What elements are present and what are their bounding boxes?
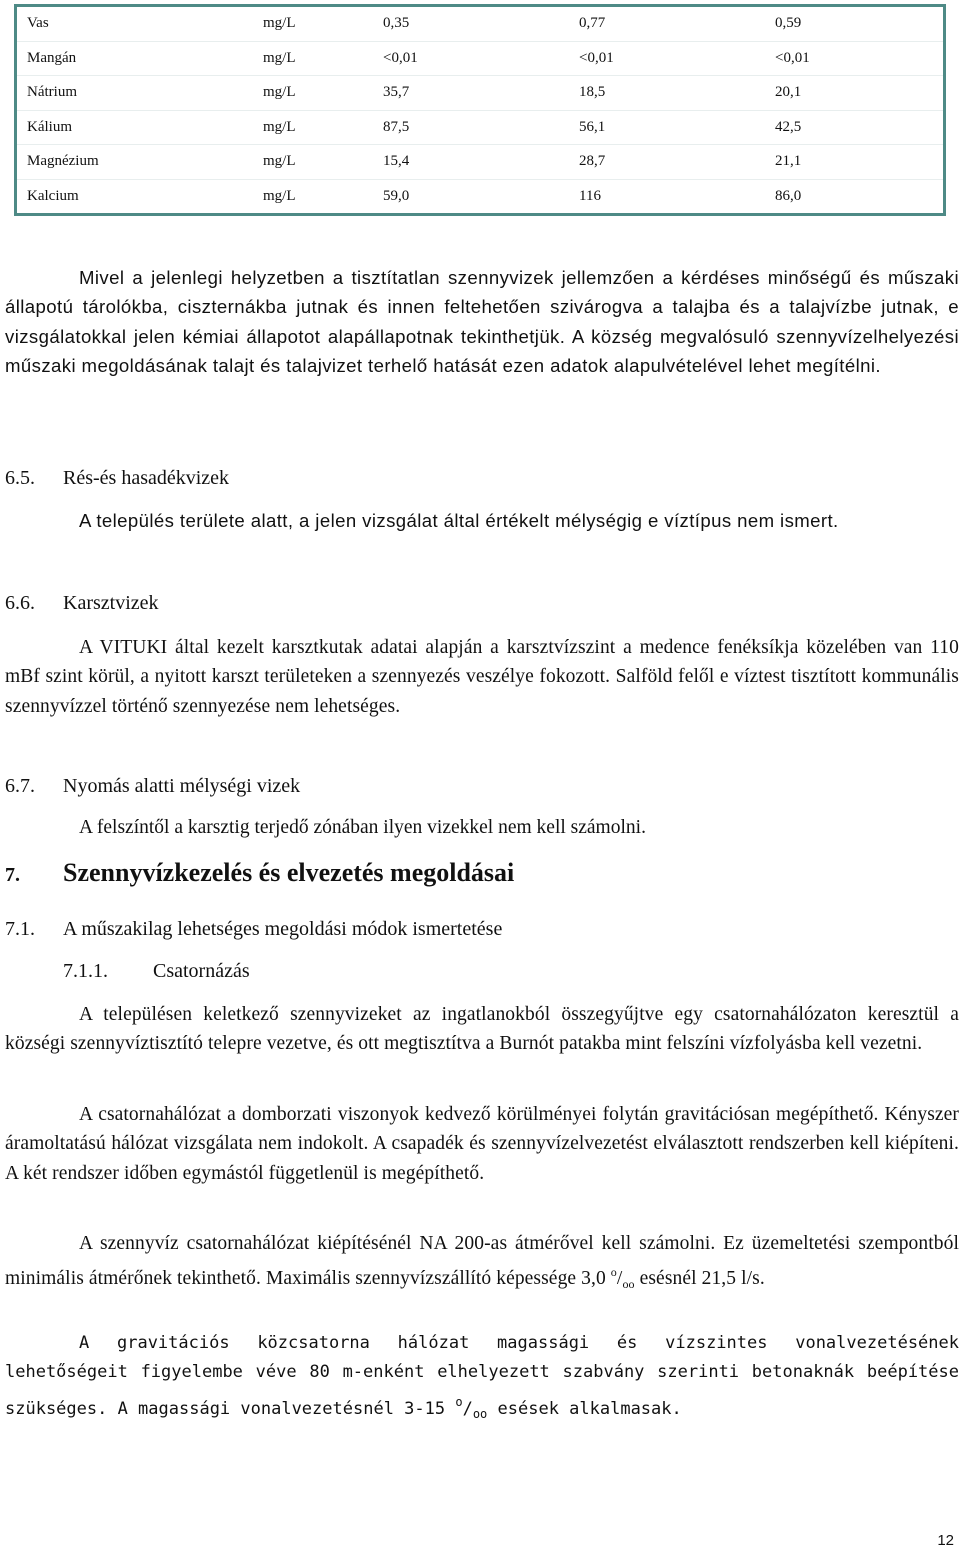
table-cell: Magnézium [17,145,263,180]
section-title: Karsztvizek [63,592,159,614]
table-row [17,76,943,111]
page-number: 12 [937,1532,954,1549]
table-cell: 21,1 [775,145,943,180]
paragraph-pipe-diameter: A szennyvíz csatornahálózat kiépítésénél NA 200-as átmérővel kell számolni. Ez üzemeltetési szempontból minimális átmérőnek tekinthető. Maximális szennyvízszállító képessége 3,0 $^o/_{oo}$ esésnél 21,5 l/s. [5,1233,959,1292]
table-row [17,7,943,41]
table-cell: mg/L [263,76,383,111]
table-body [17,7,943,213]
table-cell: 18,5 [579,76,775,111]
table-cell: 15,4 [383,145,579,180]
table-cell: Mangán [17,41,263,76]
section-number: 6.5. [5,467,35,489]
section-number: 7.1. [5,918,35,940]
table-cell: <0,01 [383,41,579,76]
paragraph-baseline-state: Mivel a jelenlegi helyzetben a tisztítatlan szennyvizek jellemzően a kérdéses minőségű és műszaki állapotú tárolókba, ciszternákba jutnak és innen feltehetően szivárogva a talajba és a talajvízbe jutnak, e vizsgálatokkal jelen kémiai állapotot alapállapotnak tekinthetjük. A község megvalósuló szennyvízelhelyezési műszaki megoldásának talajt és talajvizet terhelő hatását ezen adatok alapulvételével lehet megítélni. [5,267,959,377]
paragraph-manholes: A gravitációs közcsatorna hálózat magassági és vízszintes vonalvezetésének lehetőségeit figyelembe véve 80 m-enként elhelyezett szabvány szerinti betonaknák beépítése szükséges. A magassági vonalvezetésnél 3-15 $^o/_{oo}$ esések alkalmasak. [5,1333,959,1421]
section-heading-6-5 [5,467,229,490]
section-number: 6.7. [5,775,35,797]
table-cell: 0,59 [775,7,943,41]
table-cell: 86,0 [775,187,802,204]
section-title: A műszakilag lehetséges megoldási módok ismertetése [63,918,503,940]
table-cell: 42,5 [775,110,943,145]
table-cell: 116 [579,187,601,204]
paragraph-gravity-network: A csatornahálózat a domborzati viszonyok kedvező körülményei folytán gravitációsan megépíthető. Kényszer áramoltatású hálózat vizsgálata nem indokolt. A csapadék és szennyvízelvezetést elválasztott rendszerben kell kiépíteni. A két rendszer időben egymástól függetlenül is megépíthető. [5,1104,959,1184]
water-quality-table [14,4,946,216]
section-title: Rés-és hasadékvizek [63,467,230,489]
table-cell: mg/L [263,41,383,76]
table-cell: 20,1 [775,76,943,111]
section-heading-6-7 [5,775,300,798]
chapter-number: 7. [5,864,20,886]
table-row [17,110,943,145]
paragraph-sewer-network: A településen keletkező szennyvizeket az ingatlanokból összegyűjtve egy csatornahálózaton keresztül a községi szennyvíztisztító telepre vezetve, és ott megtisztítva a Burnót patakba mint felszíni vízfolyásba kell vezetni. [5,1004,959,1055]
section-number: 6.6. [5,592,35,614]
table-cell: <0,01 [579,41,775,76]
section-title: Nyomás alatti mélységi vizek [63,775,301,797]
table-cell: 59,0 [383,187,410,204]
table-cell: mg/L [263,187,296,204]
table-row [17,145,943,180]
chapter-title: Szennyvízkezelés és elvezetés megoldásai [63,858,515,887]
section-heading-7-1 [5,918,502,941]
table-cell: Nátrium [17,76,263,111]
table-cell: 0,35 [383,7,579,41]
table-cell: 87,5 [383,110,579,145]
table-cell: 28,7 [579,145,775,180]
table-row [17,41,943,76]
table-cell: Kálium [17,110,263,145]
paragraph-deep-water: A felszíntől a karsztig terjedő zónában ilyen vizekkel nem kell számolni. [79,817,646,838]
table-cell: Vas [17,7,263,41]
table-cell: mg/L [263,145,383,180]
section-heading-6-6 [5,592,159,615]
table-row [17,179,943,213]
paragraph-fracture-water: A település területe alatt, a jelen vizsgálat által értékelt mélységig e víztípus nem ismert. [79,510,839,531]
table-cell: mg/L [263,110,383,145]
table-cell: 0,77 [579,7,775,41]
water-quality-grid [17,7,943,213]
subsection-number: 7.1.1. [63,960,108,982]
table-cell: mg/L [263,7,383,41]
paragraph-karst-water: A VITUKI által kezelt karsztkutak adatai alapján a karsztvízszint a medence fenéksíkja közelében van 110 mBf szint körül, a nyitott karszt területeken a szennyezés veszélye fokozott. Salföld felől e víztest tisztított kommunális szennyvízzel történő szennyezése nem lehetséges. [5,637,959,717]
chapter-heading-7 [5,858,514,888]
subsection-heading-7-1-1 [63,960,250,983]
table-cell: <0,01 [775,41,943,76]
subsection-title: Csatornázás [153,960,250,982]
table-cell: 56,1 [579,110,775,145]
table-cell: 35,7 [383,76,579,111]
table-cell: Kalcium [27,187,79,204]
